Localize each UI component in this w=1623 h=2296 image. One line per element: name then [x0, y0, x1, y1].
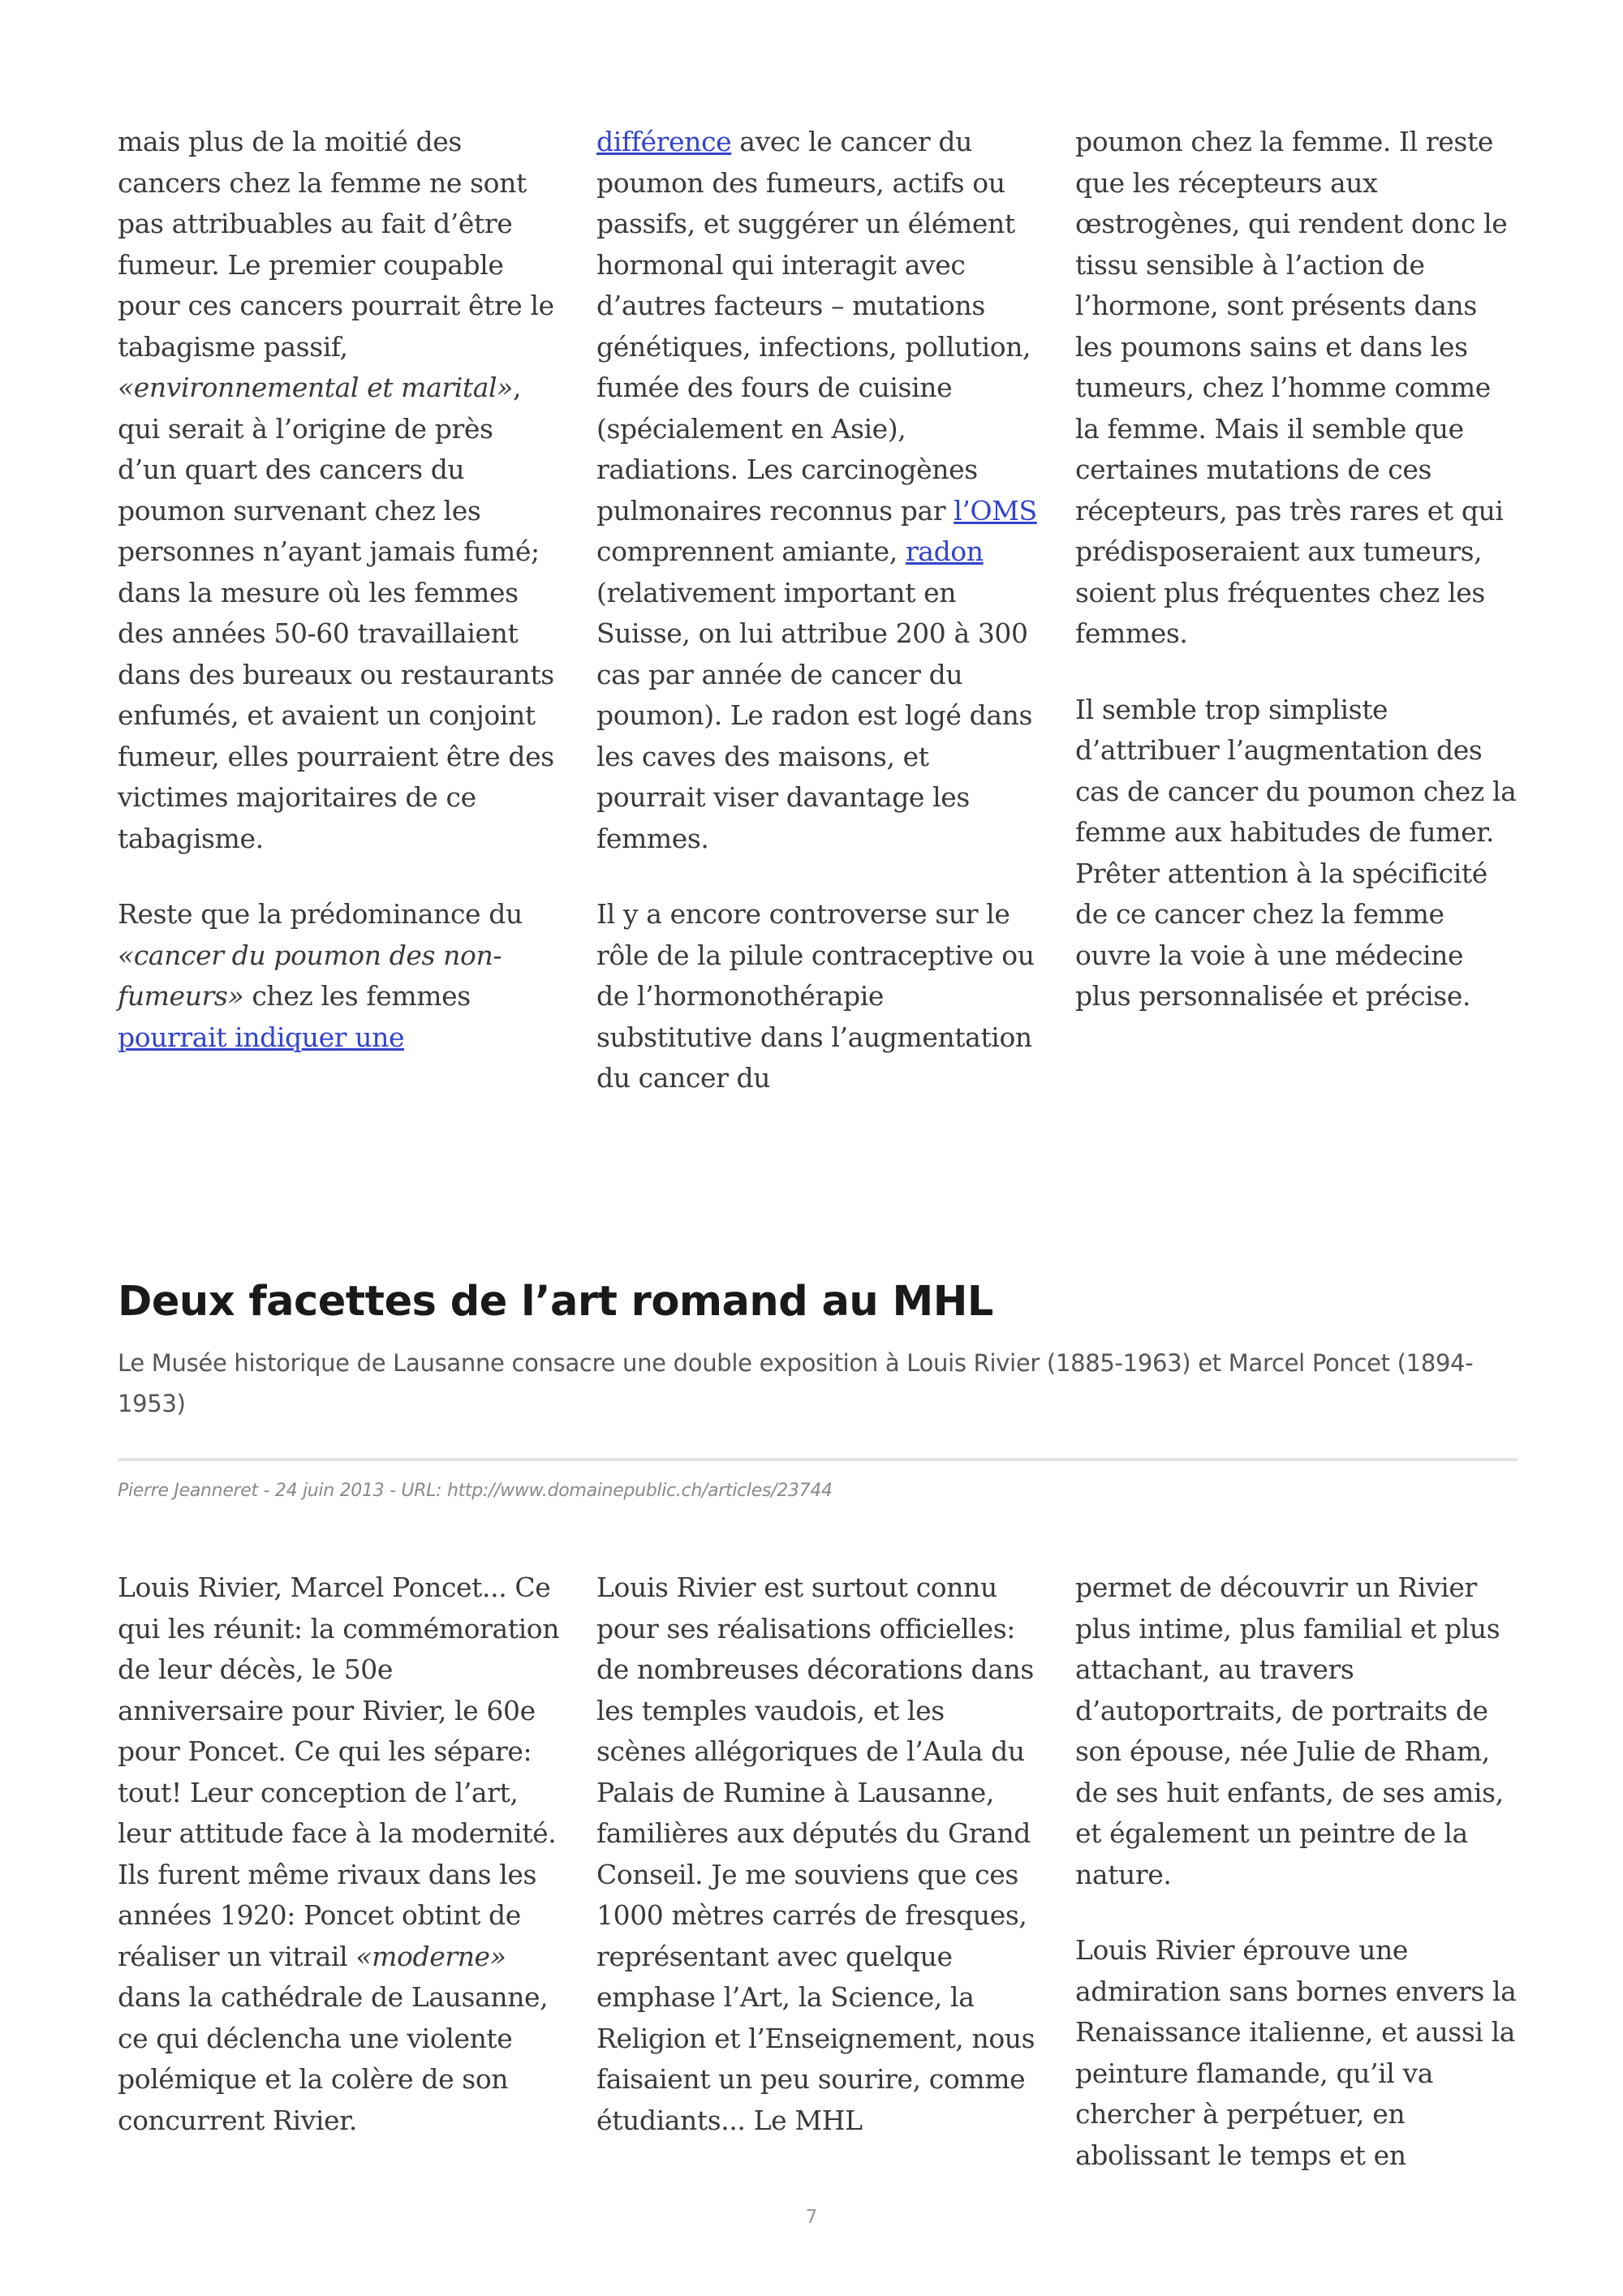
paragraph: Reste que la prédominance du «cancer du poumon des non-fumeurs» chez les femmes pourrait indiquer une [118, 898, 523, 1053]
paragraph: Il semble trop simpliste d’attribuer l’augmentation des cas de cancer du poumon chez la femme aux habitudes de fumer. Prêter attention à la spécificité de ce cancer chez la femme ouvre la voie à une médecine plus personnalisée et précise. [1075, 693, 1517, 1012]
paragraph: mais plus de la moitié des cancers chez la femme ne sont pas attribuables au fait d’être fumeur. Le premier coupable pour ces cancers pourrait être le tabagisme passif, «environnemental et marital», qui serait à l’origine de près d’un quart des cancers du poumon survenant chez les personnes n’ayant jamais fumé; dans la mesure où les femmes des années 50-60 travaillaient dans des bureaux ou restaurants enfumés, et avaient un conjoint fumeur, elles pourraient être des victimes majoritaires de ce tabagisme. [118, 126, 554, 854]
radon-link[interactable]: radon [905, 535, 984, 567]
column-2 [596, 122, 1039, 1099]
page-number: 7 [805, 2207, 818, 2228]
article-subtitle: Le Musée historique de Lausanne consacre une double exposition à Louis Rivier (1885-1963) et Marcel Poncet (1894-1953) [118, 1349, 1474, 1417]
article-title: Deux facettes de l’art romand au MHL [118, 1278, 993, 1326]
inline-link[interactable]: pourrait indiquer une [118, 1021, 405, 1053]
paragraph: différence avec le cancer du poumon des fumeurs, actifs ou passifs, et suggérer un élément hormonal qui interagit avec d’autres facteurs – mutations génétiques, infections, pollution, fumée des fours de cuisine (spécialement en Asie), radiations. Les carcinogènes pulmonaires reconnus par l’OMS comprennent amiante, radon (relativement important en Suisse, on lui attribue 200 à 300 cas par année de cancer du poumon). Le radon est logé dans les caves des maisons, et pourrait viser davantage les femmes. [596, 126, 1037, 854]
oms-link[interactable]: l’OMS [954, 494, 1037, 527]
paragraph: Il y a encore controverse sur le rôle de la pilule contraceptive ou de l’hormonothérapie substitutive dans l’augmentation du cancer du [596, 898, 1035, 1094]
paragraph: Louis Rivier, Marcel Poncet... Ce qui les réunit: la commémoration de leur décès, le 50e anniversaire pour Rivier, le 60e pour Poncet. Ce qui les sépare: tout! Leur conception de l’art, leur attitude face à la modernité. Ils furent même rivaux dans les années 1920: Poncet obtint de réaliser un vitrail «moderne» dans la cathédrale de Lausanne, ce qui déclencha une violente polémique et la colère de son concurrent Rivier. [118, 1572, 560, 2136]
column-3 [1075, 1567, 1518, 2176]
paragraph: Louis Rivier éprouve une admiration sans bornes envers la Renaissance italienne, et aussi la peinture flamande, qu’il va chercher à perpétuer, en abolissant le temps et en [1075, 1934, 1517, 2171]
article-continuation [118, 122, 1518, 1099]
column-1 [118, 1567, 560, 2176]
paragraph: poumon chez la femme. Il reste que les récepteurs aux œstrogènes, qui rendent donc le tissu sensible à l’action de l’hormone, sont présents dans les poumons sains et dans les tumeurs, chez l’homme comme la femme. Mais il semble que certaines mutations de ces récepteurs, pas très rares et qui prédisposeraient aux tumeurs, soient plus fréquentes chez les femmes. [1075, 126, 1508, 649]
column-3 [1075, 122, 1518, 1099]
divider [118, 1458, 1518, 1461]
byline: Pierre Jeanneret - 24 juin 2013 - URL: http://www.domainepublic.ch/articles/23744 [118, 1481, 833, 1501]
column-1 [118, 122, 560, 1099]
paragraph: Louis Rivier est surtout connu pour ses réalisations officielles: de nombreuses décorations dans les temples vaudois, et les scènes allégoriques de l’Aula du Palais de Rumine à Lausanne, familières aux députés du Grand Conseil. Je me souviens que ces 1000 mètres carrés de fresques, représentant avec quelque emphase l’Art, la Science, la Religion et l’Enseignement, nous faisaient un peu sourire, comme étudiants... Le MHL [596, 1572, 1035, 2136]
paragraph: permet de découvrir un Rivier plus intime, plus familial et plus attachant, au travers d’autoportraits, de portraits de son épouse, née Julie de Rham, de ses huit enfants, de ses amis, et également un peintre de la nature. [1075, 1572, 1504, 1890]
column-2 [596, 1567, 1039, 2176]
article-body [118, 1567, 1518, 2176]
difference-link[interactable]: différence [596, 126, 732, 157]
